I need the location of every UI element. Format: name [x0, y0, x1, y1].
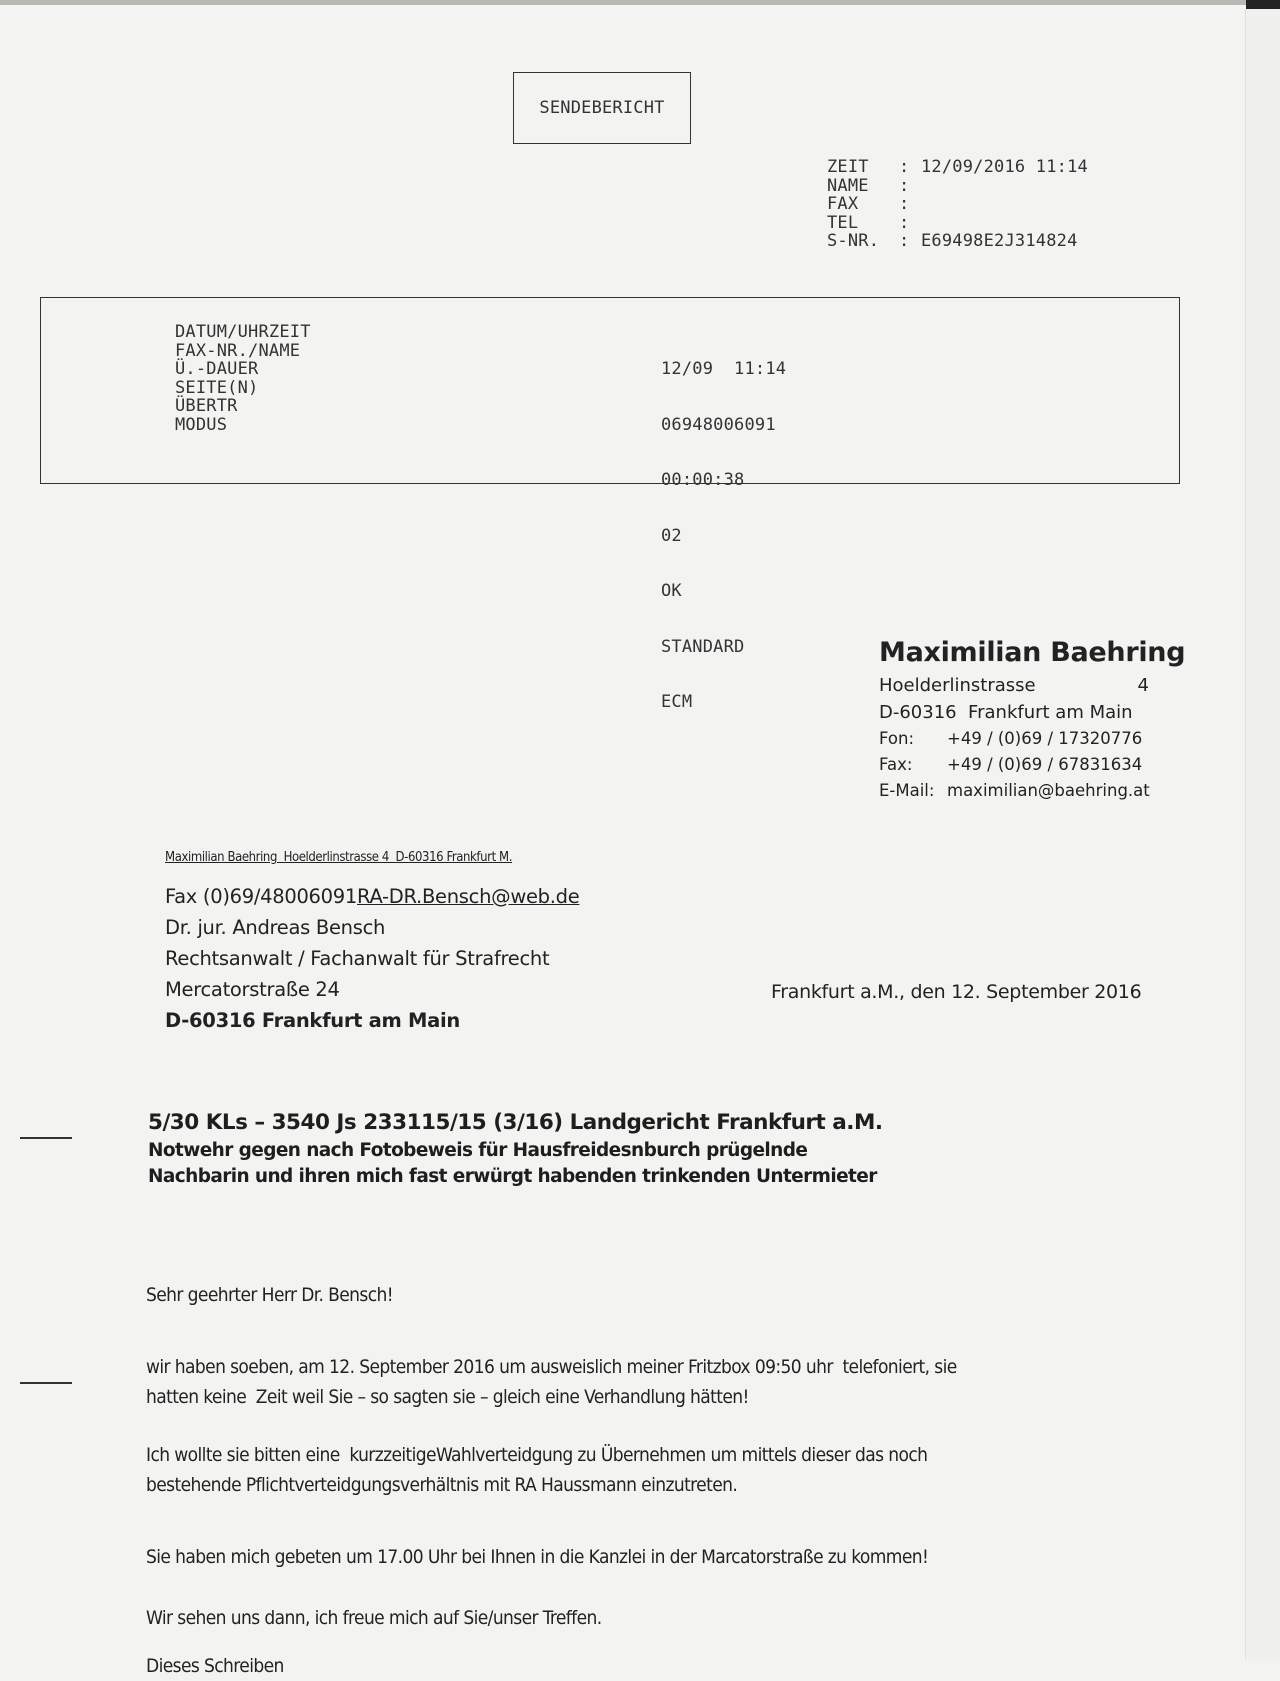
recipient-email-link[interactable]: RA-DR.Bensch@web.de: [356, 885, 580, 908]
summary-value: 12/09 11:14: [661, 359, 787, 379]
sender-phone: Fon: +49 / (0)69 / 17320776: [879, 729, 1143, 748]
sender-fax: Fax: +49 / (0)69 / 67831634: [879, 755, 1143, 774]
summary-value: 06948006091: [661, 414, 776, 435]
recipient-title: Rechtsanwalt / Fachanwalt für Strafrecht: [165, 947, 550, 970]
body-paragraph: Sie haben mich gebeten um 17.00 Uhr bei Ihnen in die Kanzlei in der Marcatorstraße zu kommen!: [146, 1546, 929, 1568]
summary-value: ECM: [661, 692, 693, 712]
sender-letterhead: [879, 637, 1185, 804]
sender-city: D-60316 Frankfurt am Main: [879, 702, 1133, 723]
summary-label: FAX-NR./NAME: [175, 340, 301, 361]
salutation: Sehr geehrter Herr Dr. Bensch!: [146, 1284, 393, 1306]
recipient-city: D-60316 Frankfurt am Main: [165, 1009, 460, 1032]
header-row-snr: S-NR. : E69498E2J314824: [827, 231, 1078, 251]
summary-value: 02: [661, 525, 682, 546]
return-address-line: Maximilian Baehring Hoelderlinstrasse 4 D-60316 Frankfurt M.: [165, 850, 513, 865]
header-row-fax: FAX :: [827, 194, 910, 214]
date-line: Frankfurt a.M., den 12. September 2016: [771, 981, 1142, 1003]
sender-name: Maximilian Baehring: [879, 637, 1186, 668]
report-title: SENDEBERICHT: [539, 97, 665, 118]
body-paragraph: wir haben soeben, am 12. September 2016 um ausweislich meiner Fritzbox 09:50 uhr telefoniert, sie hatten keine Zeit weil Sie – so sagten sie – gleich eine Verhandlung hätten!: [146, 1356, 957, 1408]
summary-label: DATUM/UHRZEIT: [175, 322, 311, 342]
summary-label: Ü.-DAUER: [175, 359, 259, 379]
body-paragraph-cut-off: Dieses Schreiben: [146, 1655, 284, 1677]
subject-line-1: Notwehr gegen nach Fotobeweis für Hausfreidesnburch prügelnde: [148, 1140, 808, 1161]
recipient-street: Mercatorstraße 24: [165, 978, 340, 1001]
recipient-name: Dr. jur. Andreas Bensch: [165, 916, 386, 939]
body-paragraph: Ich wollte sie bitten eine kurzzeitigeWahlverteidgung zu Übernehmen um mittels dieser das noch bestehende Pflichtverteidgungsverhältnis mit RA Haussmann einzutreten.: [146, 1444, 928, 1496]
summary-value: 00:00:38: [661, 470, 745, 490]
punch-mark: [20, 1382, 72, 1384]
body-paragraph: Wir sehen uns dann, ich freue mich auf Sie/unser Treffen.: [146, 1607, 602, 1629]
summary-label: ÜBERTR: [175, 396, 238, 416]
sender-email: E-Mail: maximilian@baehring.at: [879, 781, 1150, 800]
scan-corner-shadow: [1246, 0, 1280, 9]
summary-labels: [175, 323, 311, 434]
summary-label: SEITE(N): [175, 377, 259, 398]
subject-line-2: Nachbarin und ihren mich fast erwürgt habenden trinkenden Untermieter: [148, 1166, 877, 1187]
scan-top-edge: [0, 0, 1280, 5]
fold-mark: [20, 1137, 72, 1139]
scan-right-edge: [1245, 9, 1280, 1660]
summary-value: OK: [661, 581, 682, 601]
header-row-name: NAME :: [827, 175, 910, 196]
summary-value: STANDARD: [661, 636, 745, 657]
recipient-address: [165, 881, 579, 1036]
summary-values: [661, 323, 786, 749]
recipient-fax-email: Fax (0)69/48006091RA-DR.Bensch@web.de: [165, 885, 580, 908]
header-row-tel: TEL :: [827, 212, 910, 233]
sender-street: Hoelderlinstrasse 4: [879, 675, 1149, 696]
report-header-info: [827, 158, 1088, 251]
subject-reference: 5/30 KLs – 3540 Js 233115/15 (3/16) Landgericht Frankfurt a.M.: [148, 1110, 883, 1135]
header-row-zeit: ZEIT : 12/09/2016 11:14: [827, 157, 1088, 177]
report-title-box: [513, 72, 691, 144]
summary-label: MODUS: [175, 414, 228, 435]
subject-block: [148, 1108, 883, 1190]
